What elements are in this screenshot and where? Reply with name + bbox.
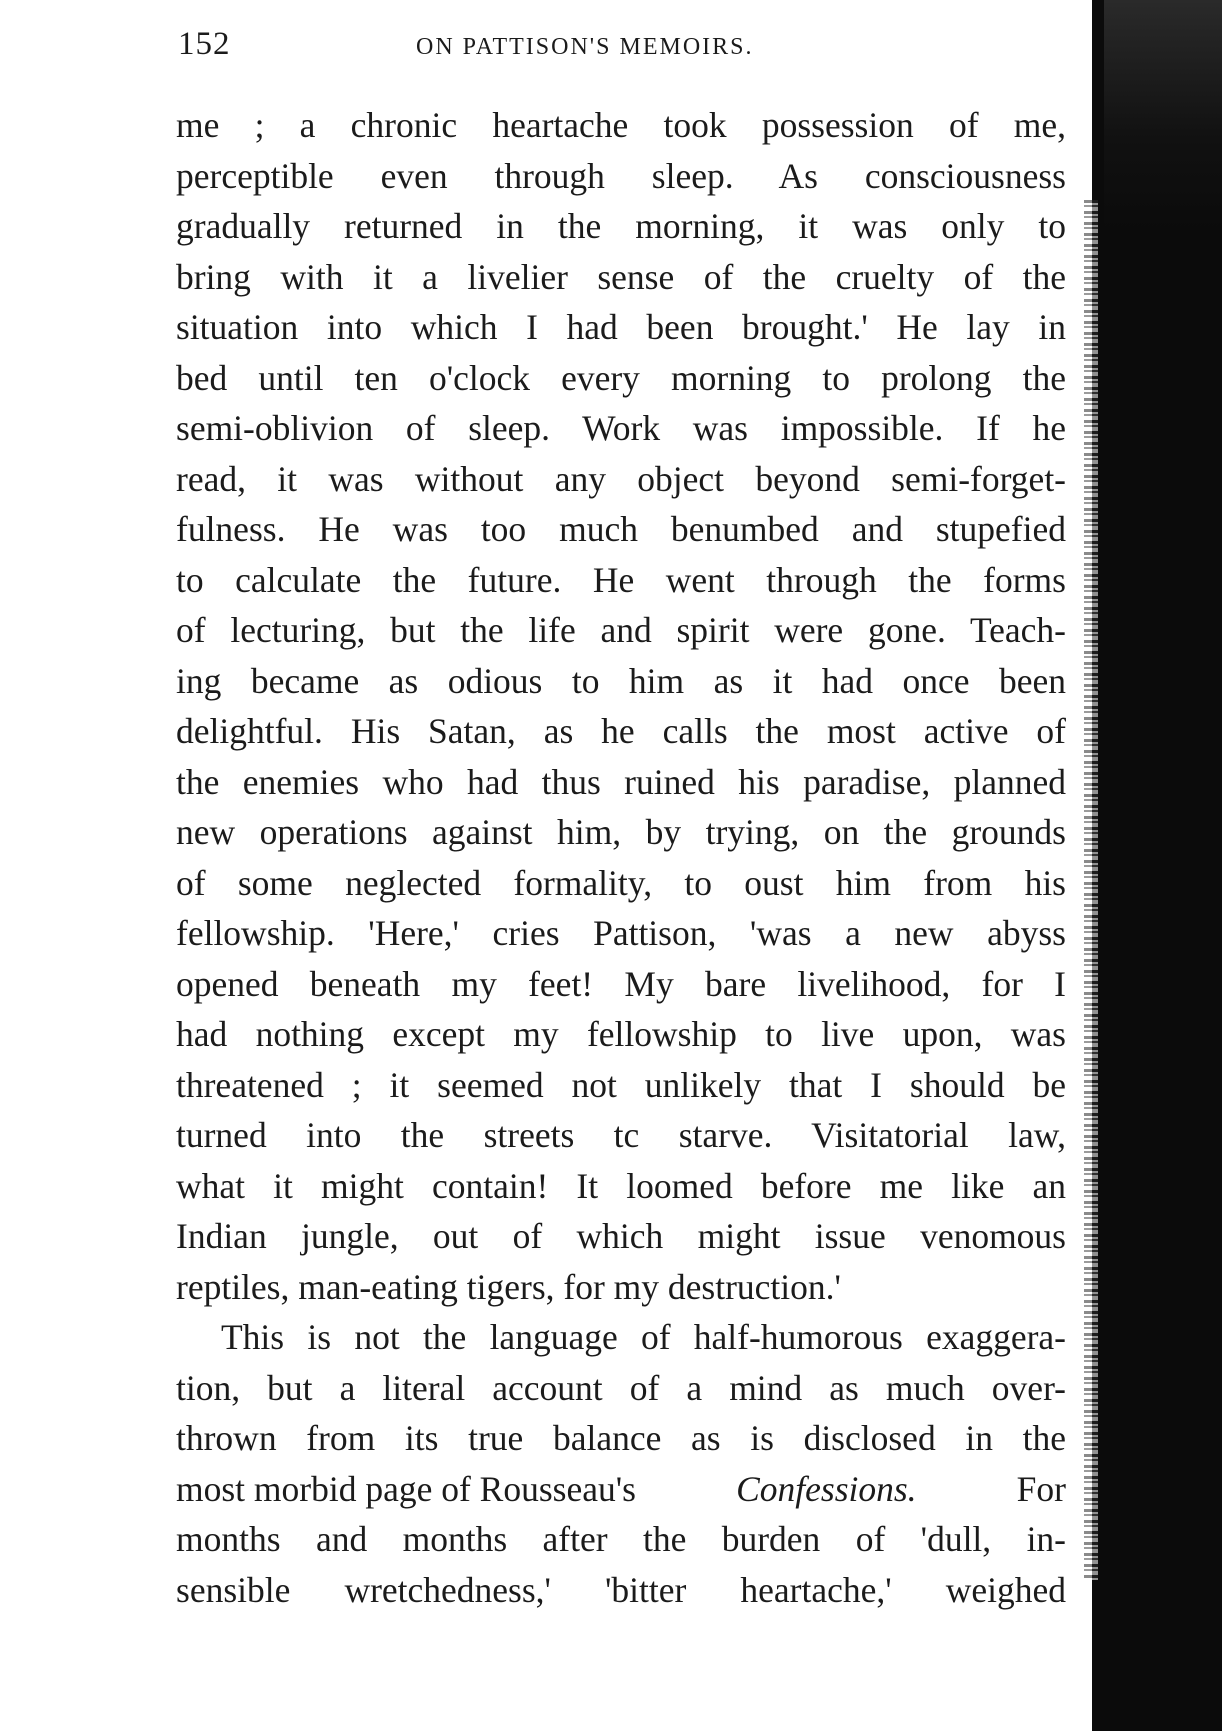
text-line: ing became as odious to him as it had once been	[176, 660, 1066, 701]
text-line: opened beneath my feet! My bare livelihood, for I	[176, 963, 1066, 1004]
text-line: new operations against him, by trying, on the grounds	[176, 812, 1066, 852]
text-line: of lecturing, but the life and spirit were gone. Teach-	[176, 610, 1066, 650]
running-title: ON PATTISON'S MEMOIRS.	[416, 34, 754, 60]
text-line: turned into the streets tc starve. Visitatorial law,	[176, 1115, 1066, 1155]
text-line: fellowship. 'Here,' cries Pattison, 'was a new abyss	[176, 913, 1066, 953]
text-line: to calculate the future. He went through the forms	[176, 559, 1066, 600]
text-line: threatened ; it seemed not unlikely that I should be	[176, 1064, 1066, 1105]
scan-edge-shadow	[1104, 0, 1222, 230]
text-line: semi-oblivion of sleep. Work was impossible. If he	[176, 408, 1066, 448]
text-line: bring with it a livelier sense of the cruelty of the	[176, 256, 1066, 297]
text-line: me ; a chronic heartache took possession of me,	[176, 105, 1066, 145]
text-line: perceptible even through sleep. As consciousness	[176, 155, 1066, 196]
italic-title-confessions: Confessions.	[736, 1468, 917, 1509]
text-line: delightful. His Satan, as he calls the most active of	[176, 711, 1066, 751]
scan-edge-fray	[1084, 200, 1098, 1580]
text-line: what it might contain! It loomed before me like an	[176, 1165, 1066, 1206]
text-line: sensible wretchedness,' 'bitter heartache,' weighed	[176, 1569, 1066, 1610]
text-line: had nothing except my fellowship to live upon, was	[176, 1014, 1066, 1054]
text-line: gradually returned in the morning, it was only to	[176, 206, 1066, 246]
text-line: bed until ten o'clock every morning to prolong the	[176, 357, 1066, 398]
text-line: fulness. He was too much benumbed and stupefied	[176, 509, 1066, 549]
text-line-with-italic	[176, 1464, 1066, 1515]
text-line: Indian jungle, out of which might issue venomous	[176, 1216, 1066, 1256]
paragraph-start-line: This is not the language of half-humorous exaggera-	[221, 1317, 1066, 1357]
body-text	[176, 100, 1066, 1615]
text-segment: most morbid page of Rousseau's	[176, 1468, 636, 1509]
running-head	[178, 22, 1058, 66]
text-line: months and months after the burden of 'dull, in-	[176, 1519, 1066, 1559]
text-line: situation into which I had been brought.' He lay in	[176, 307, 1066, 347]
text-line: read, it was without any object beyond semi-forget-	[176, 458, 1066, 499]
text-line: the enemies who had thus ruined his paradise, planned	[176, 761, 1066, 802]
text-line: reptiles, man-eating tigers, for my destruction.'	[176, 1266, 841, 1307]
text-line: of some neglected formality, to oust him from his	[176, 862, 1066, 903]
text-line: tion, but a literal account of a mind as much over-	[176, 1367, 1066, 1408]
scan-dark-edge	[1092, 0, 1222, 1731]
text-segment: For	[1016, 1468, 1066, 1509]
text-line: thrown from its true balance as is disclosed in the	[176, 1418, 1066, 1458]
page-number: 152	[178, 26, 231, 62]
